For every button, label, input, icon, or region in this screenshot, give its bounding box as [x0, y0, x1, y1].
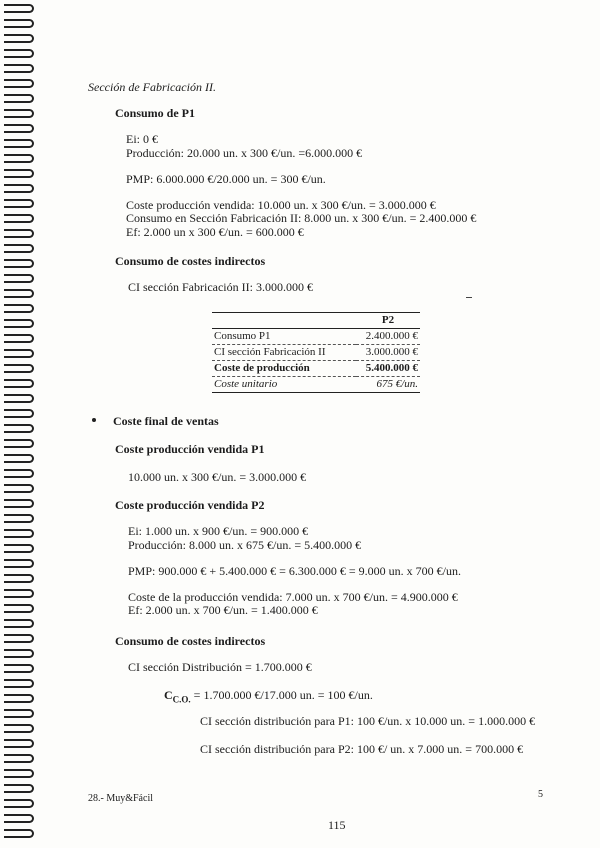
binding-ring — [4, 724, 34, 733]
binding-ring — [4, 349, 34, 358]
binding-ring — [4, 79, 34, 88]
coste-vendida-p2-line: Coste de la producción vendida: 7.000 un. x 700 €/un. = 4.900.000 € — [128, 590, 458, 604]
table-cell-label: Consumo P1 — [212, 329, 356, 345]
binding-ring — [4, 514, 34, 523]
ci-fabricacion-line: CI sección Fabricación II: 3.000.000 € — [128, 280, 313, 294]
consumo-p1-heading: Consumo de P1 — [115, 106, 196, 120]
footer-left: 28.- Muy&Fácil — [88, 793, 153, 804]
binding-ring — [4, 604, 34, 613]
page-number: 115 — [328, 818, 346, 832]
stray-mark — [466, 297, 472, 298]
binding-ring — [4, 274, 34, 283]
costes-indirectos-heading: Consumo de costes indirectos — [115, 254, 266, 268]
table-header-empty — [212, 313, 356, 329]
consumo-seccion-line: Consumo en Sección Fabricación II: 8.000 un. x 300 €/un. = 2.400.000 € — [126, 211, 477, 225]
produccion-p2-line: Producción: 8.000 un. x 675 €/un. = 5.400.000 € — [128, 538, 362, 552]
cco-value: = 1.700.000 €/17.000 un. = 100 €/un. — [190, 688, 373, 702]
binding-ring — [4, 94, 34, 103]
binding-ring — [4, 784, 34, 793]
binding-ring — [4, 199, 34, 208]
binding-ring — [4, 304, 34, 313]
binding-ring — [4, 679, 34, 688]
binding-ring — [4, 769, 34, 778]
binding-ring — [4, 229, 34, 238]
binding-ring — [4, 454, 34, 463]
binding-ring — [4, 334, 34, 343]
costes-indirectos-2-heading: Consumo de costes indirectos — [115, 634, 266, 648]
binding-ring — [4, 799, 34, 808]
binding-ring — [4, 19, 34, 28]
binding-ring — [4, 49, 34, 58]
coste-final-heading: Coste final de ventas — [113, 414, 219, 428]
binding-ring — [4, 169, 34, 178]
binding-ring — [4, 139, 34, 148]
binding-ring — [4, 619, 34, 628]
ef-line: Ef: 2.000 un x 300 €/un. = 600.000 € — [126, 225, 304, 239]
binding-ring — [4, 394, 34, 403]
binding-ring — [4, 649, 34, 658]
binding-ring — [4, 34, 34, 43]
pmp-p2-line: PMP: 900.000 € + 5.400.000 € = 6.300.000 € = 9.000 un. x 700 €/un. — [128, 564, 461, 578]
binding-ring — [4, 529, 34, 538]
bullet-icon — [92, 418, 96, 422]
table-row — [212, 345, 420, 361]
binding-ring — [4, 259, 34, 268]
cco-sub: C.O. — [172, 694, 191, 705]
table-row — [212, 361, 420, 377]
cco-formula — [164, 688, 373, 706]
vendida-p1-line: 10.000 un. x 300 €/un. = 3.000.000 € — [128, 470, 307, 484]
binding-ring — [4, 364, 34, 373]
cost-table — [212, 312, 420, 393]
section-title: Sección de Fabricación II. — [88, 80, 216, 94]
table-cell-value: 2.400.000 € — [356, 329, 420, 345]
binding-ring — [4, 424, 34, 433]
table-cell-value: 675 €/un. — [356, 377, 420, 393]
ci-p1-line: CI sección distribución para P1: 100 €/un. x 10.000 un. = 1.000.000 € — [200, 714, 536, 728]
ci-p2-line: CI sección distribución para P2: 100 €/ un. x 7.000 un. = 700.000 € — [200, 742, 524, 756]
table-cell-label: CI sección Fabricación II — [212, 345, 356, 361]
table-header-p2: P2 — [356, 313, 420, 329]
pmp-line: PMP: 6.000.000 €/20.000 un. = 300 €/un. — [126, 172, 326, 186]
table-cell-value: 5.400.000 € — [356, 361, 420, 377]
binding-ring — [4, 244, 34, 253]
table-cell-label: Coste unitario — [212, 377, 356, 393]
binding-ring — [4, 709, 34, 718]
coste-vendida-line: Coste producción vendida: 10.000 un. x 300 €/un. = 3.000.000 € — [126, 198, 436, 212]
binding-ring — [4, 154, 34, 163]
binding-ring — [4, 739, 34, 748]
table-row — [212, 377, 420, 393]
table-cell-value: 3.000.000 € — [356, 345, 420, 361]
table-row — [212, 329, 420, 345]
binding-ring — [4, 814, 34, 823]
ei-p2-line: Ei: 1.000 un. x 900 €/un. = 900.000 € — [128, 524, 309, 538]
cco-label: C — [164, 688, 173, 702]
binding-ring — [4, 124, 34, 133]
ei-line: Ei: 0 € — [126, 132, 158, 146]
binding-ring — [4, 544, 34, 553]
binding-ring — [4, 559, 34, 568]
vendida-p1-heading: Coste producción vendida P1 — [115, 442, 265, 456]
binding-ring — [4, 634, 34, 643]
binding-ring — [4, 379, 34, 388]
vendida-p2-heading: Coste producción vendida P2 — [115, 498, 265, 512]
binding-ring — [4, 469, 34, 478]
binding-ring — [4, 499, 34, 508]
table-cell-label: Coste de producción — [212, 361, 356, 377]
binding-ring — [4, 589, 34, 598]
spiral-binding — [0, 0, 40, 848]
binding-ring — [4, 319, 34, 328]
binding-ring — [4, 754, 34, 763]
binding-ring — [4, 214, 34, 223]
binding-ring — [4, 829, 34, 838]
binding-ring — [4, 109, 34, 118]
binding-ring — [4, 289, 34, 298]
binding-ring — [4, 439, 34, 448]
binding-ring — [4, 4, 34, 13]
binding-ring — [4, 574, 34, 583]
produccion-line: Producción: 20.000 un. x 300 €/un. =6.000.000 € — [126, 146, 363, 160]
ci-distribucion-line: CI sección Distribución = 1.700.000 € — [128, 660, 312, 674]
binding-ring — [4, 184, 34, 193]
ef-p2-line: Ef: 2.000 un. x 700 €/un. = 1.400.000 € — [128, 603, 318, 617]
binding-ring — [4, 64, 34, 73]
binding-ring — [4, 694, 34, 703]
binding-ring — [4, 484, 34, 493]
binding-ring — [4, 664, 34, 673]
footer-right: 5 — [538, 789, 543, 800]
binding-ring — [4, 409, 34, 418]
